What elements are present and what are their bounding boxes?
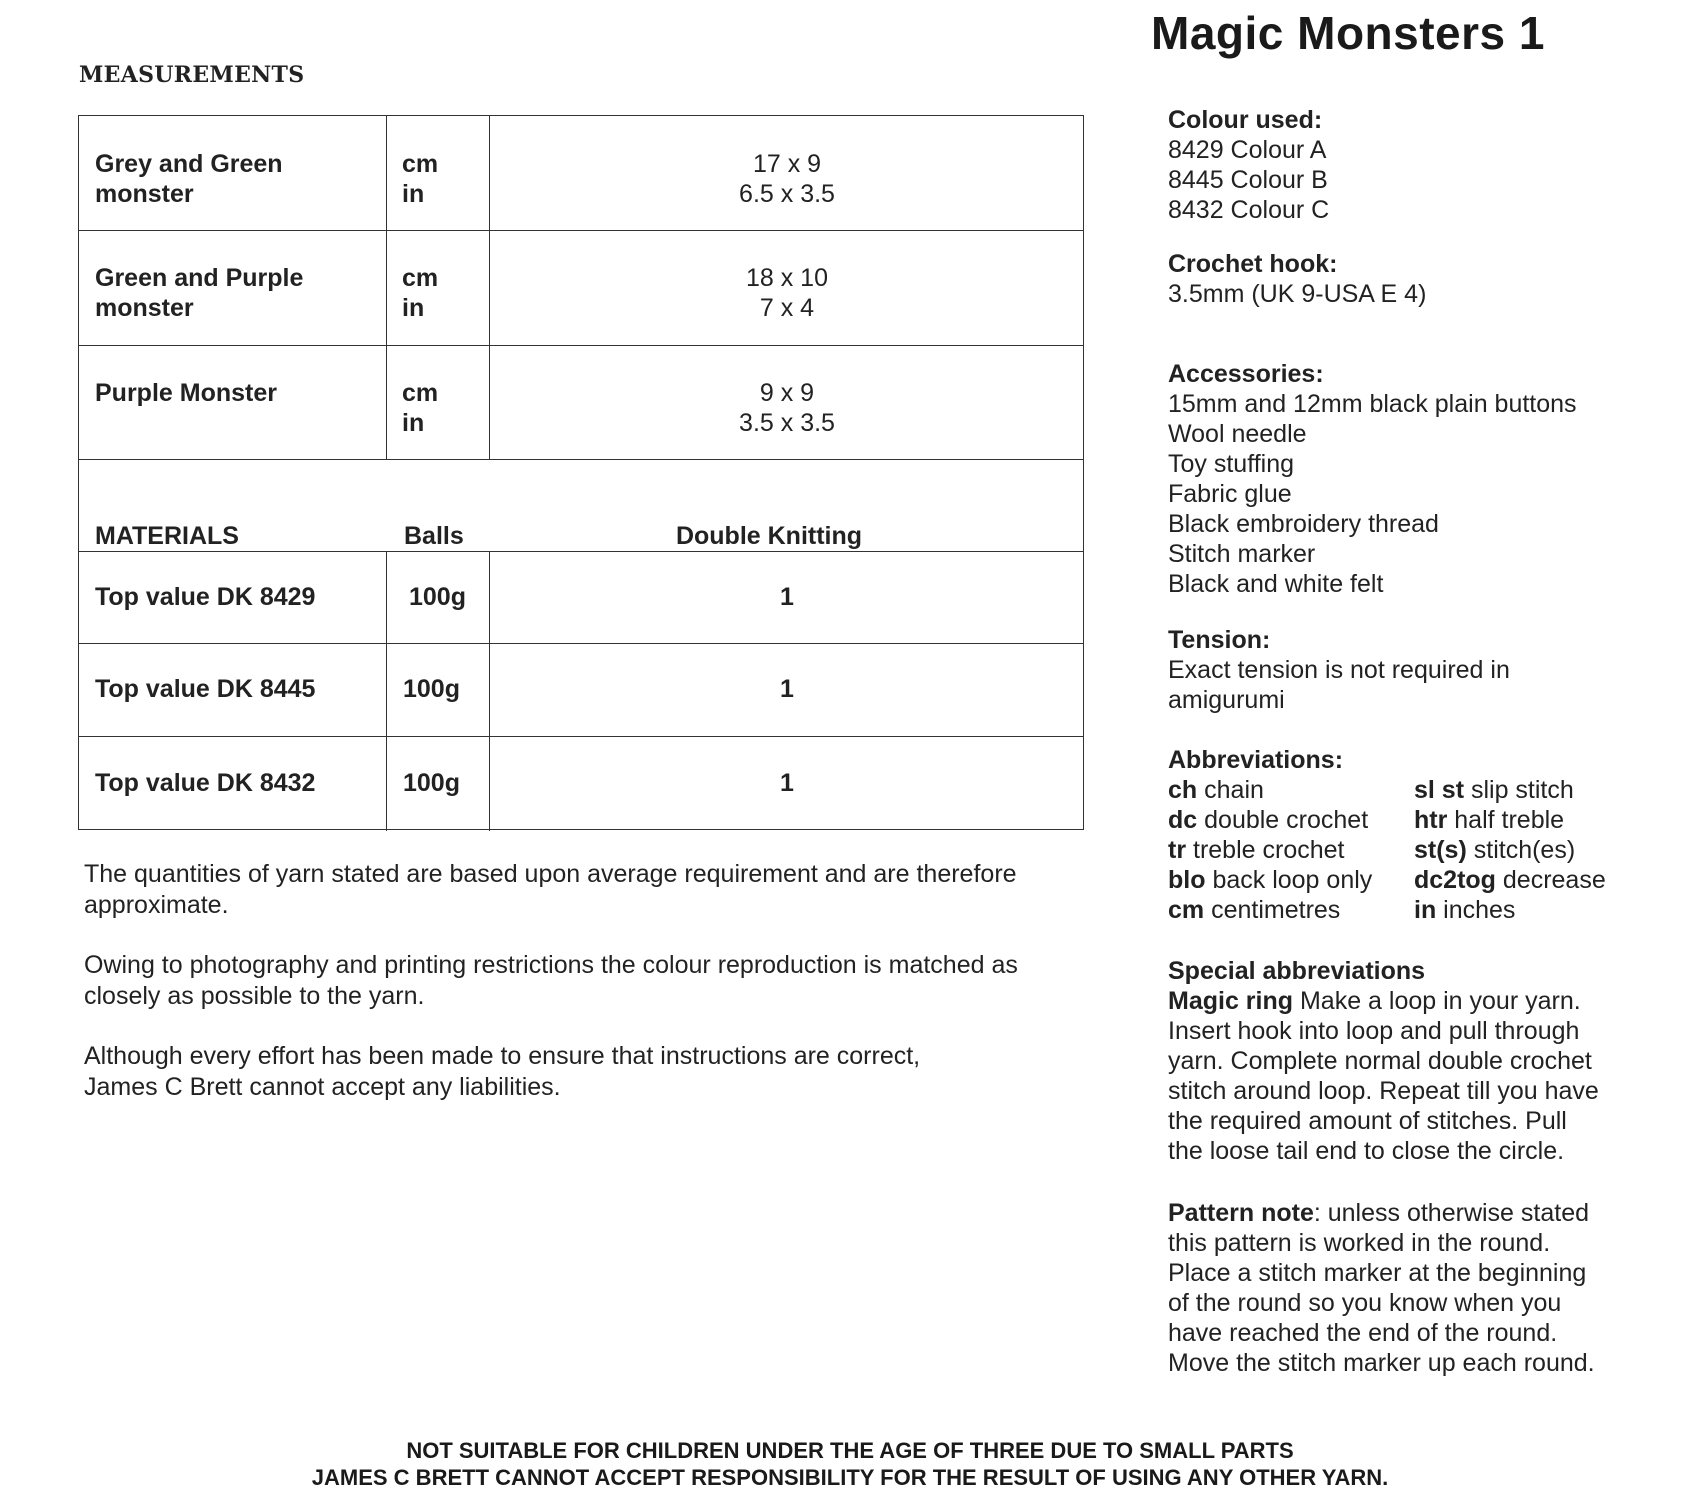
yarn-qty: 1: [780, 675, 794, 703]
unit-in: in: [402, 409, 425, 437]
monster-name: Green and Purple: [95, 264, 304, 292]
abbr-def: decrease: [1495, 866, 1606, 894]
crochet-hook-section: [1168, 249, 1426, 309]
footer-line: JAMES C BRETT CANNOT ACCEPT RESPONSIBILITY FOR THE RESULT OF USING ANY OTHER YARN.: [311, 1465, 1389, 1490]
unit-cm: cm: [402, 264, 439, 292]
abbr-term: tr: [1168, 836, 1187, 864]
page-title: Magic Monsters 1: [1151, 7, 1545, 59]
unit-cell: [402, 378, 438, 438]
yarn-qty: 1: [780, 583, 794, 611]
text-line: have reached the end of the round.: [1168, 1319, 1558, 1347]
size-cm: 17 x 9: [752, 150, 822, 178]
table-divider: [386, 116, 387, 459]
measurements-materials-table: [78, 115, 1084, 830]
abbr-def: stitch(es): [1466, 836, 1576, 864]
yarn-weight: 100g: [403, 769, 460, 797]
abbr-term: sl st: [1414, 776, 1465, 804]
text-line: yarn. Complete normal double crochet: [1168, 1047, 1592, 1075]
balls-header: Balls: [404, 522, 464, 550]
list-item: Black embroidery thread: [1168, 510, 1439, 538]
text-line: Exact tension is not required in: [1168, 656, 1510, 684]
unit-in: in: [402, 294, 425, 322]
hook-size: 3.5mm (UK 9-USA E 4): [1168, 280, 1427, 308]
text-line: amigurumi: [1168, 686, 1285, 714]
yarn-name: Top value DK 8429: [95, 583, 316, 611]
pattern-note-section: [1168, 1198, 1595, 1378]
materials-header: MATERIALS: [95, 522, 239, 550]
table-divider: [79, 643, 1083, 644]
list-item: 8432 Colour C: [1168, 196, 1330, 224]
abbr-term: cm: [1168, 896, 1205, 924]
monster-name: Grey and Green: [95, 150, 283, 178]
size-cell: [489, 263, 1085, 323]
monster-name: monster: [95, 180, 194, 208]
section-heading: Colour used:: [1168, 106, 1323, 134]
list-item: [1168, 895, 1606, 925]
size-in: 3.5 x 3.5: [739, 409, 835, 437]
tension-section: [1168, 625, 1510, 715]
monster-name: monster: [95, 294, 194, 322]
pattern-note-term: Pattern note: [1168, 1199, 1314, 1227]
note-line: Although every effort has been made to ensure that instructions are correct,: [84, 1042, 921, 1070]
abbr-term: st(s): [1414, 836, 1467, 864]
note-line: James C Brett cannot accept any liabilities.: [84, 1073, 561, 1101]
text-line: stitch around loop. Repeat till you have: [1168, 1077, 1599, 1105]
abbr-def: centimetres: [1204, 896, 1341, 924]
list-item: [1168, 775, 1606, 805]
note-line: closely as possible to the yarn.: [84, 982, 425, 1010]
unit-cm: cm: [402, 150, 439, 178]
yarn-weight: 100g: [403, 675, 460, 703]
text-line: of the round so you know when you: [1168, 1289, 1562, 1317]
table-divider: [79, 230, 1083, 231]
size-cm: 9 x 9: [759, 379, 815, 407]
section-heading: Special abbreviations: [1168, 957, 1426, 985]
abbr-def: treble crochet: [1186, 836, 1345, 864]
list-item: Wool needle: [1168, 420, 1307, 448]
double-knitting-header: Double Knitting: [675, 522, 863, 550]
section-heading: Abbreviations:: [1168, 746, 1344, 774]
text-line: : unless otherwise stated: [1313, 1199, 1590, 1227]
table-divider: [79, 551, 1083, 552]
abbr-term: dc: [1168, 806, 1198, 834]
abbr-def: chain: [1197, 776, 1264, 804]
size-cm: 18 x 10: [745, 264, 828, 292]
list-item: 8445 Colour B: [1168, 166, 1328, 194]
footer-warning: [0, 1437, 1700, 1491]
list-item: 15mm and 12mm black plain buttons: [1168, 390, 1577, 418]
abbr-def: slip stitch: [1464, 776, 1574, 804]
section-heading: Accessories:: [1168, 360, 1324, 388]
abbr-def: back loop only: [1205, 866, 1373, 894]
list-item: [1168, 805, 1606, 835]
abbr-term: in: [1414, 896, 1437, 924]
list-item: [1168, 835, 1606, 865]
text-line: this pattern is worked in the round.: [1168, 1229, 1551, 1257]
measurements-heading: MEASUREMENTS: [79, 62, 305, 88]
yarn-weight: 100g: [409, 583, 466, 611]
note-paragraph: [84, 1041, 1084, 1103]
abbreviations-section: [1168, 745, 1606, 925]
table-row: [95, 263, 303, 323]
abbr-def: half treble: [1447, 806, 1565, 834]
list-item: Black and white felt: [1168, 570, 1384, 598]
unit-cell: [402, 263, 438, 323]
note-paragraph: [84, 950, 1084, 1012]
unit-in: in: [402, 180, 425, 208]
accessories-section: [1168, 359, 1577, 599]
abbr-term: blo: [1168, 866, 1206, 894]
text-line: Make a loop in your yarn.: [1293, 987, 1581, 1015]
unit-cm: cm: [402, 379, 439, 407]
table-row: [95, 149, 283, 209]
table-divider: [79, 459, 1083, 460]
note-paragraph: [84, 859, 1084, 921]
footer-line: NOT SUITABLE FOR CHILDREN UNDER THE AGE OF THREE DUE TO SMALL PARTS: [406, 1438, 1294, 1463]
abbr-term: dc2tog: [1414, 866, 1496, 894]
text-line: the required amount of stitches. Pull: [1168, 1107, 1567, 1135]
text-line: Insert hook into loop and pull through: [1168, 1017, 1580, 1045]
abbr-def: double crochet: [1197, 806, 1369, 834]
table-divider: [79, 345, 1083, 346]
list-item: 8429 Colour A: [1168, 136, 1327, 164]
abbr-def: inches: [1436, 896, 1516, 924]
section-heading: Tension:: [1168, 626, 1271, 654]
list-item: Stitch marker: [1168, 540, 1316, 568]
special-term: Magic ring: [1168, 987, 1294, 1015]
yarn-qty: 1: [780, 769, 794, 797]
list-item: Toy stuffing: [1168, 450, 1295, 478]
text-line: Place a stitch marker at the beginning: [1168, 1259, 1587, 1287]
abbr-term: ch: [1168, 776, 1198, 804]
size-cell: [489, 378, 1085, 438]
table-divider: [386, 551, 387, 831]
list-item: [1168, 865, 1606, 895]
list-item: Fabric glue: [1168, 480, 1292, 508]
table-divider: [79, 736, 1083, 737]
note-line: Owing to photography and printing restrictions the colour reproduction is matched as: [84, 951, 1018, 979]
monster-name: Purple Monster: [95, 379, 277, 407]
unit-cell: [402, 149, 438, 209]
table-row: [95, 378, 277, 408]
special-abbreviations-section: [1168, 956, 1599, 1166]
note-line: The quantities of yarn stated are based upon average requirement and are therefore: [84, 860, 1017, 888]
note-line: approximate.: [84, 891, 229, 919]
size-in: 6.5 x 3.5: [739, 180, 835, 208]
size-in: 7 x 4: [759, 294, 815, 322]
yarn-name: Top value DK 8432: [95, 769, 316, 797]
colour-used-section: [1168, 105, 1329, 225]
text-line: the loose tail end to close the circle.: [1168, 1137, 1565, 1165]
yarn-name: Top value DK 8445: [95, 675, 316, 703]
size-cell: [489, 149, 1085, 209]
section-heading: Crochet hook:: [1168, 250, 1338, 278]
abbr-term: htr: [1414, 806, 1448, 834]
text-line: Move the stitch marker up each round.: [1168, 1349, 1595, 1377]
